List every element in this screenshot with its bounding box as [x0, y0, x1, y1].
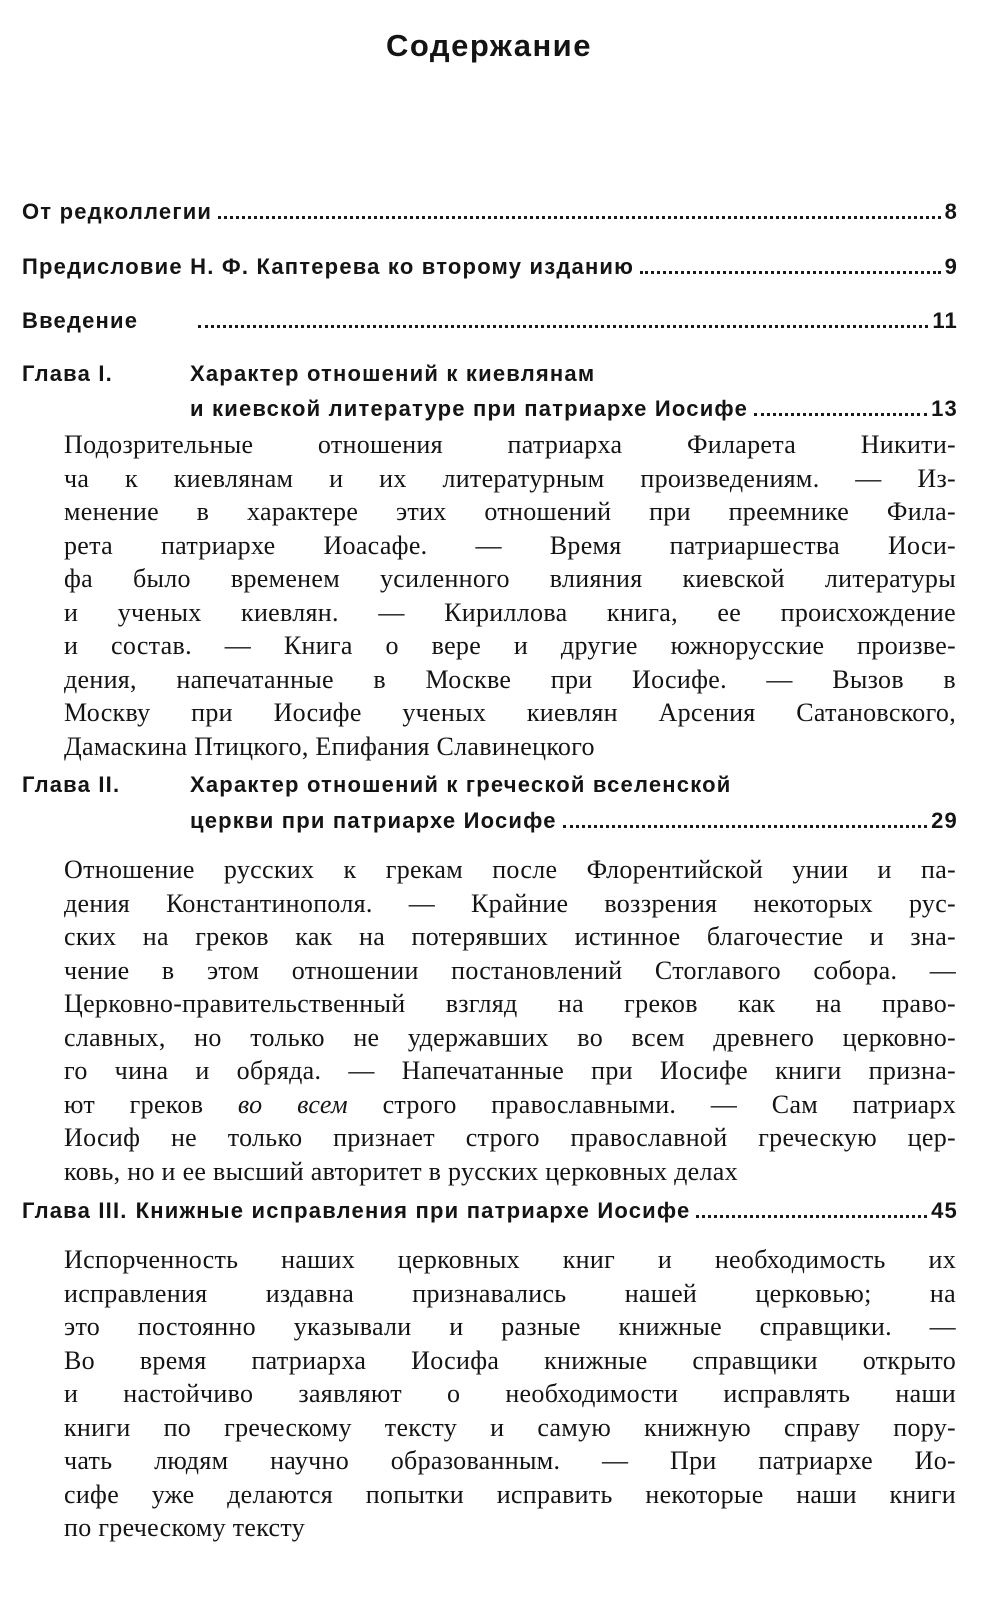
dot-leader	[563, 825, 927, 828]
description-line: ча к киевлянам и их литературным произведениям. — Из-	[64, 463, 956, 493]
toc-entry-label: Введение	[22, 308, 139, 333]
description-line: рета патриархе Иоасафе. — Время патриаршества Иоси-	[64, 530, 956, 560]
description-line: чать людям научно образованным. — При патриархе Ио-	[64, 1446, 956, 1475]
description-line: Во время патриарха Иосифа книжные справщики открыто	[64, 1345, 956, 1375]
description-line: менение в характере этих отношений при преемнике Фила-	[64, 497, 956, 526]
chapter-1-title-line2: и киевской литературе при патриархе Иосифе	[190, 396, 749, 421]
description-line: ских на греков как на потерявших истинное благочестие и зна-	[64, 922, 956, 951]
toc-entry-page: 9	[944, 254, 958, 279]
description-line: фа было временем усиленного влияния киевской литературы	[64, 564, 956, 593]
description-line: сифе уже делаются попытки исправить некоторые наши книги	[64, 1479, 956, 1509]
chapter-2-page: 29	[931, 808, 958, 833]
chapter-3-number: Глава III.	[22, 1198, 128, 1223]
chapter-2-title-line2-row	[190, 806, 958, 836]
description-line: и настойчиво заявляют о необходимости исправлять наши	[64, 1379, 956, 1408]
description-line: Дамаскина Птицкого, Епифания Славинецкого	[64, 731, 595, 761]
description-line: исправления издавна признавались нашей церковью; на	[64, 1278, 956, 1308]
dot-leader	[696, 1215, 927, 1218]
chapter-3-description	[64, 1243, 956, 1545]
toc-entry-introduction	[22, 306, 958, 336]
description-line: и состав. — Книга о вере и другие южнорусские произве-	[64, 631, 956, 660]
description-line: и ученых киевлян. — Кириллова книга, ее происхождение	[64, 597, 956, 627]
dot-leader	[640, 271, 940, 274]
dot-leader	[754, 413, 927, 416]
chapter-2-number: Глава II.	[22, 772, 121, 797]
toc-entry-label: От редколлегии	[22, 199, 213, 224]
chapter-1-page: 13	[931, 396, 958, 421]
description-line: Церковно-правительственный взгляд на греков как на право-	[64, 989, 956, 1018]
toc-entry-page: 8	[944, 199, 958, 224]
toc-entry-page: 11	[932, 308, 958, 333]
toc-entry-preface	[22, 252, 958, 282]
chapter-3-row	[22, 1196, 958, 1226]
description-line: Подозрительные отношения патриарха Филарета Никити-	[64, 430, 956, 459]
toc-entry-editorial	[22, 197, 958, 227]
chapter-3-page: 45	[931, 1198, 958, 1223]
description-line: Испорченность наших церковных книг и необходимость их	[64, 1245, 956, 1274]
description-line: Москву при Иосифе ученых киевлян Арсения Сатановского,	[64, 698, 956, 727]
dot-leader	[198, 325, 928, 328]
chapter-1-description	[64, 428, 956, 763]
toc-entry-label: Предисловие Н. Ф. Каптерева ко второму изданию	[22, 254, 635, 279]
chapter-2-title-line2: церкви при патриархе Иосифе	[190, 808, 557, 833]
description-line: по греческому тексту	[64, 1513, 305, 1542]
description-line: это постоянно указывали и разные книжные справщики. —	[64, 1312, 956, 1341]
chapter-1-title-line1: Характер отношений к киевлянам	[190, 361, 596, 386]
chapter-2-description	[64, 853, 956, 1188]
dot-leader	[218, 216, 940, 219]
description-line: дения, напечатанные в Москве при Иосифе. — Вызов в	[64, 664, 956, 694]
description-segment: строго православными. — Сам патриарх	[382, 1089, 956, 1119]
description-segment: ют греков	[64, 1089, 204, 1119]
description-line: Иосиф не только признает строго православной греческую цер-	[64, 1123, 956, 1152]
description-line: книги по греческому тексту и самую книжную справу пору-	[64, 1412, 956, 1442]
description-line: го чина и обряда. — Напечатанные при Иосифе книги призна-	[64, 1056, 956, 1085]
description-line: ковь, но и ее высший авторитет в русских церковных делах	[64, 1156, 738, 1186]
description-line: чение в этом отношении постановлений Стоглавого собора. —	[64, 955, 956, 985]
chapter-2-title-line1: Характер отношений к греческой вселенской	[190, 772, 732, 797]
description-line: славных, но только не удержавших во всем древнего церковно-	[64, 1022, 956, 1052]
chapter-3-title: Книжные исправления при патриархе Иосифе	[135, 1198, 691, 1223]
description-line: дения Константинополя. — Крайние воззрения некоторых рус-	[64, 888, 956, 918]
emphasis-text: во всем	[237, 1089, 348, 1119]
chapter-1-title-line2-row	[190, 394, 958, 424]
page-title: Содержание	[386, 28, 592, 63]
description-line: Отношение русских к грекам после Флорентийской унии и па-	[64, 855, 956, 884]
description-line-with-emphasis	[64, 1088, 956, 1122]
chapter-1-number: Глава I.	[22, 361, 113, 386]
